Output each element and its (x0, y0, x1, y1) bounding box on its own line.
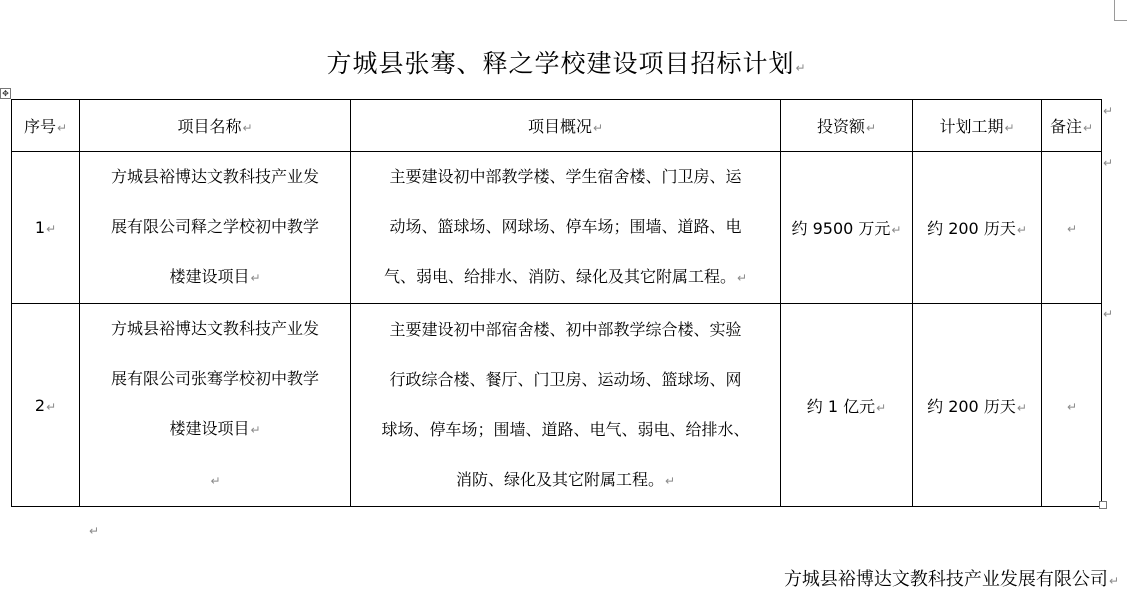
header-cell: 备注↵ (1042, 100, 1102, 152)
table-header-row (12, 100, 1102, 152)
index-cell: 2↵ (12, 304, 80, 507)
overview-cell: 主要建设初中部宿舍楼、初中部教学综合楼、实验 行政综合楼、餐厅、门卫房、运动场、篮球场、网 球场、停车场；围墙、道路、电气、弱电、给排水、 消防、绿化及其它附属工程。↵ (351, 304, 781, 507)
table-row (12, 152, 1102, 304)
bidding-plan-table (11, 99, 1102, 507)
header-cell: 投资额↵ (781, 100, 913, 152)
remark-cell: ↵ (1042, 304, 1102, 507)
table-resize-handle[interactable] (1099, 501, 1107, 509)
investment-cell: 约 9500 万元↵ (781, 152, 913, 304)
remark-cell: ↵ (1042, 152, 1102, 304)
company-signature: 方城县裕博达文教科技产业发展有限公司↵ (783, 569, 1119, 590)
empty-paragraph-mark: ↵ (89, 524, 100, 538)
row-end-mark: ↵ (1103, 156, 1114, 170)
row-end-mark: ↵ (1103, 307, 1114, 321)
duration-cell: 约 200 历天↵ (913, 152, 1042, 304)
table-row (12, 304, 1102, 507)
header-cell: 序号↵ (12, 100, 80, 152)
header-cell: 项目概况↵ (351, 100, 781, 152)
duration-cell: 约 200 历天↵ (913, 304, 1042, 507)
table-move-handle-icon[interactable]: ✥ (0, 88, 11, 99)
document-title: 方城县张骞、释之学校建设项目招标计划↵ (326, 49, 807, 78)
page-corner-mark (1114, 0, 1127, 21)
index-cell: 1↵ (12, 152, 80, 304)
paragraph-mark: ↵ (795, 61, 807, 75)
header-cell: 计划工期↵ (913, 100, 1042, 152)
project-name-cell: 方城县裕博达文教科技产业发 展有限公司释之学校初中教学 楼建设项目↵ (80, 152, 351, 304)
overview-cell: 主要建设初中部教学楼、学生宿舍楼、门卫房、运 动场、篮球场、网球场、停车场；围墙、道路、电 气、弱电、给排水、消防、绿化及其它附属工程。↵ (351, 152, 781, 304)
row-end-mark: ↵ (1103, 104, 1114, 118)
header-cell: 项目名称↵ (80, 100, 351, 152)
investment-cell: 约 1 亿元↵ (781, 304, 913, 507)
project-name-cell: 方城县裕博达文教科技产业发 展有限公司张骞学校初中教学 楼建设项目↵ ↵ (80, 304, 351, 507)
